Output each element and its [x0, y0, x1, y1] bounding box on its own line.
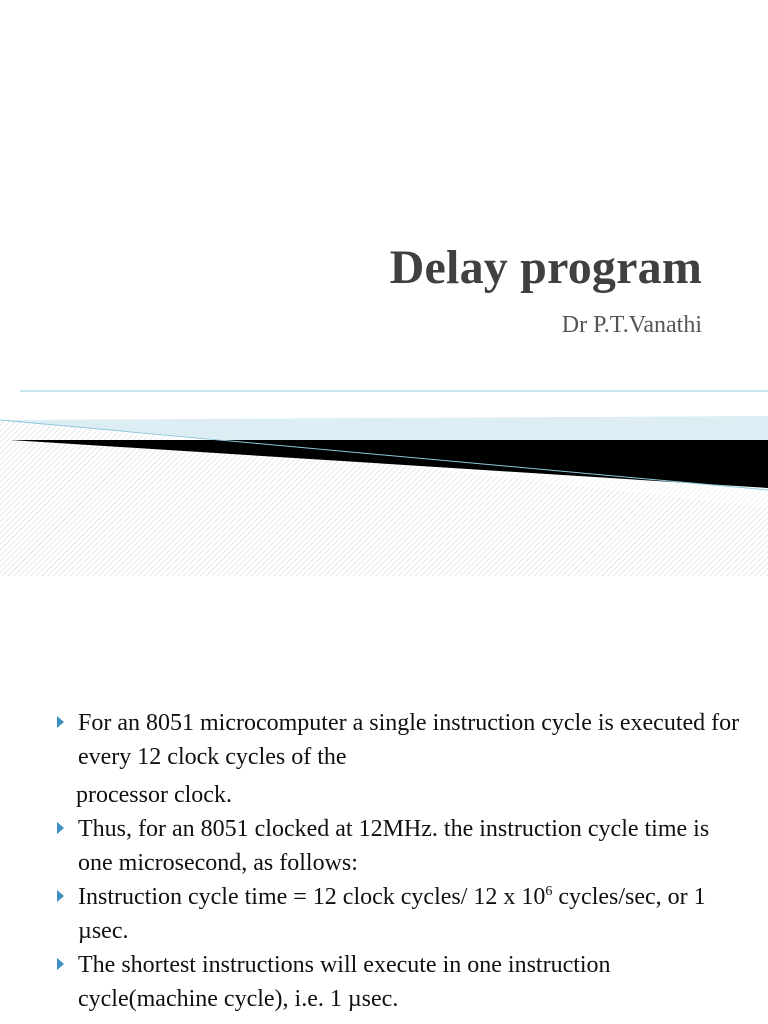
slide-subtitle: Dr P.T.Vanathi	[561, 312, 702, 338]
bullet-list	[52, 706, 742, 1016]
bullet-text-after: cycles/sec, or 1 µsec.	[78, 884, 706, 944]
slide-title: Delay program	[389, 241, 702, 294]
bullet-text-before: Instruction cycle time = 12 clock cycles/ 12 x 10	[78, 884, 546, 910]
bullet-text: For an 8051 microcomputer a single instruction cycle is executed for every 12 clock cycles of the	[78, 710, 740, 770]
bullet-item	[52, 880, 742, 948]
bullet-text: Thus, for an 8051 clocked at 12MHz. the instruction cycle time is one microsecond, as follows:	[78, 816, 710, 876]
bullet-continuation: processor clock.	[76, 782, 232, 808]
bullet-item	[52, 812, 742, 880]
content-slide	[0, 576, 768, 1024]
bullet-arrow-icon	[57, 890, 64, 902]
superscript-exponent: 6	[545, 884, 553, 899]
bullet-arrow-icon	[57, 716, 64, 728]
bullet-item	[52, 706, 742, 774]
decorative-band	[0, 380, 768, 576]
bullet-arrow-icon	[57, 822, 64, 834]
bullet-text: The shortest instructions will execute in one instruction cycle(machine cycle), i.e. 1 µsec.	[78, 952, 611, 1012]
bullet-item	[52, 948, 742, 1016]
bullet-arrow-icon	[57, 958, 64, 970]
